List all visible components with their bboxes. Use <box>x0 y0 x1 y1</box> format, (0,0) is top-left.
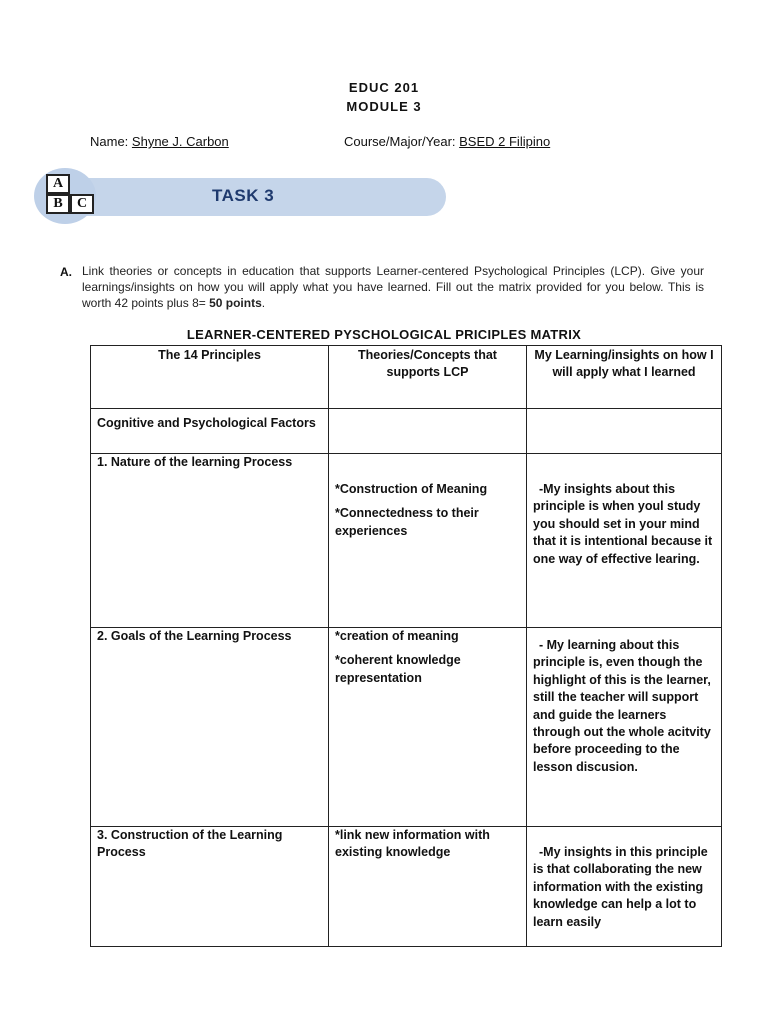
table-row <box>91 827 722 947</box>
name-value: Shyne J. Carbon <box>131 134 229 149</box>
module-title: MODULE 3 <box>346 99 422 114</box>
theory-item: *Construction of Meaning <box>335 482 488 496</box>
instruction-text <box>82 263 704 311</box>
header-theories: Theories/Concepts that supports LCP <box>329 346 527 409</box>
category-cell: Cognitive and Psychological Factors <box>91 409 329 454</box>
name-line <box>90 134 229 149</box>
task-title: TASK 3 <box>212 186 275 205</box>
instruction-end: . <box>261 296 266 310</box>
theories-cell <box>329 628 527 827</box>
category-row <box>91 409 722 454</box>
block-b-icon: B <box>46 194 70 214</box>
table-row <box>91 454 722 628</box>
principle-cell: 3. Construction of the Learning Process <box>91 827 329 947</box>
insight-text: - My learning about this principle is, even though the highlight of this is the learner, still the teacher will support and guide the learners through out the whole acitvity before proceeding to the lesson discusion. <box>533 638 711 774</box>
category-theories-cell <box>329 409 527 454</box>
matrix-title: LEARNER-CENTERED PYSCHOLOGICAL PRICIPLES MATRIX <box>186 327 582 342</box>
insight-cell <box>527 827 722 947</box>
header-insights: My Learning/insights on how I will apply what I learned <box>527 346 722 409</box>
insight-cell <box>527 454 722 628</box>
table-header-row <box>91 346 722 409</box>
course-code: EDUC 201 <box>348 80 420 95</box>
principle-cell: 1. Nature of the learning Process <box>91 454 329 628</box>
header-principles: The 14 Principles <box>91 346 329 409</box>
block-c-icon: C <box>70 194 94 214</box>
course-label: Course/Major/Year: <box>344 134 456 149</box>
theories-cell <box>329 827 527 947</box>
theory-item: *coherent knowledge representation <box>335 653 461 685</box>
course-line <box>344 134 550 149</box>
category-insights-cell <box>527 409 722 454</box>
table-row <box>91 628 722 827</box>
block-a-icon: A <box>46 174 70 194</box>
principle-cell: 2. Goals of the Learning Process <box>91 628 329 827</box>
theory-item: *Connectedness to their experiences <box>335 506 479 538</box>
insight-cell <box>527 628 722 827</box>
theory-item: *creation of meaning <box>335 629 459 643</box>
lcp-matrix-table <box>90 345 722 947</box>
instruction-letter: A. <box>60 265 72 279</box>
theories-cell <box>329 454 527 628</box>
instruction-body: Link theories or concepts in education that supports Learner-centered Psychological Principles (LCP). Give your learnings/insights on how you will apply what you have learned. Fill out the matrix provided for you below. This is worth 42 points plus 8= <box>82 264 704 310</box>
instruction-points: 50 points <box>209 296 262 310</box>
course-value: BSED 2 Filipino <box>459 134 551 149</box>
insight-text: -My insights in this principle is that collaborating the new information with the existing knowledge can help a lot to learn easily <box>533 845 708 929</box>
insight-text: -My insights about this principle is when youl study you should set in your mind that it is intentional because it one way of effective learing. <box>533 482 713 566</box>
document-header <box>0 78 768 116</box>
theory-item: *link new information with existing knowledge <box>335 828 490 860</box>
name-label: Name: <box>90 134 129 149</box>
